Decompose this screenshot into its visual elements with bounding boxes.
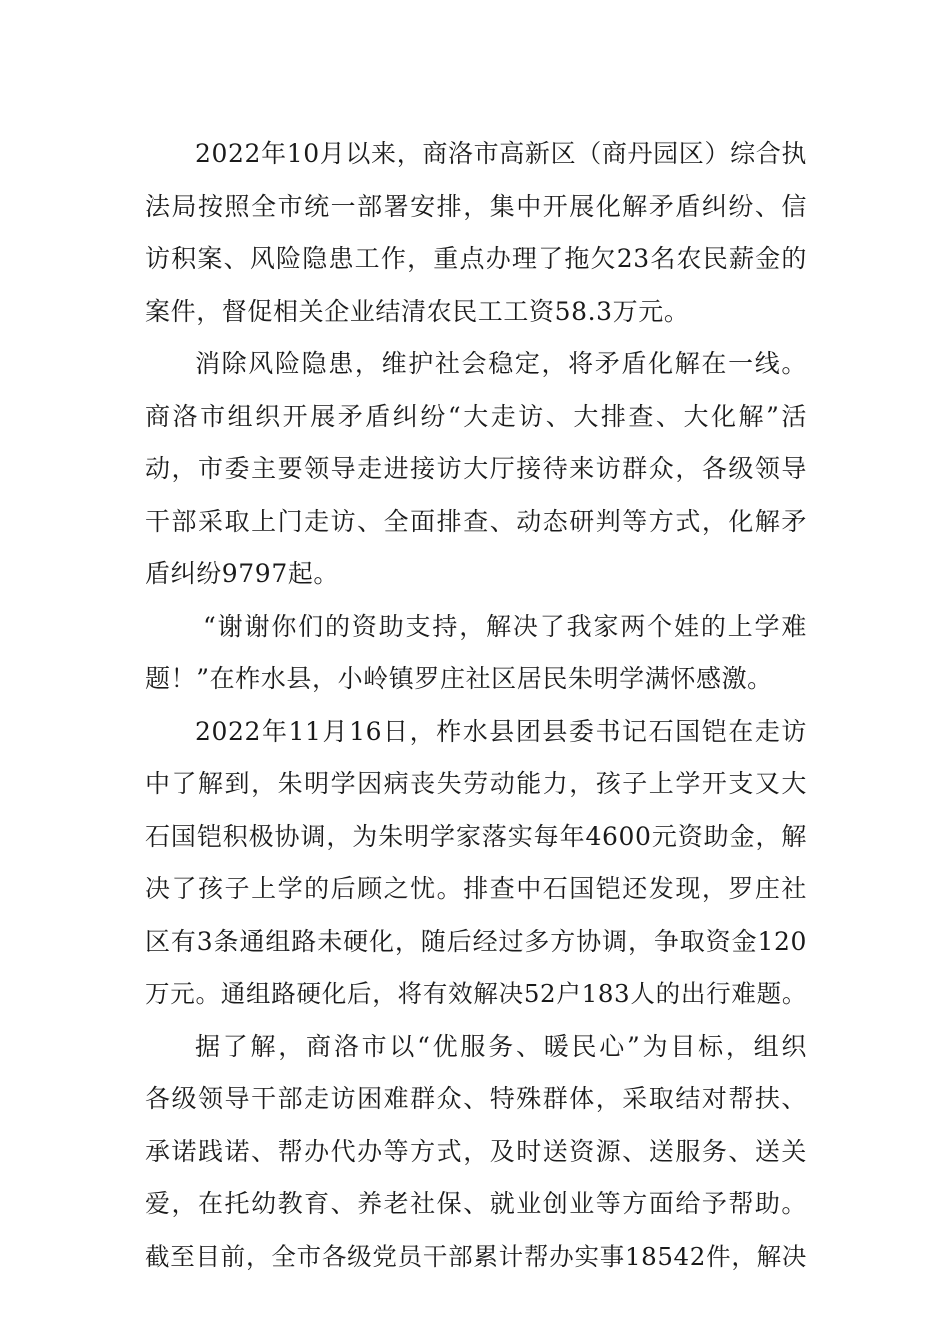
text-line: 区有3条通组路未硬化，随后经过多方协调，争取资金120 — [145, 926, 807, 956]
text-line: 商洛市组织开展矛盾纠纷“大走访、大排查、大化解”活 — [145, 401, 807, 431]
text-line: 中了解到，朱明学因病丧失劳动能力，孩子上学开支又大 — [145, 769, 807, 798]
text-line: 题！”在柞水县，小岭镇罗庄社区居民朱明学满怀感激。 — [145, 664, 773, 693]
text-line: 消除风险隐患，维护社会稳定，将矛盾化解在一线。 — [195, 349, 807, 378]
text-line: 访积案、风险隐患工作，重点办理了拖欠23名农民薪金的 — [145, 244, 807, 273]
text-line: 截至目前，全市各级党员干部累计帮办实事18542件，解决 — [145, 1241, 807, 1271]
text-line: 各级领导干部走访困难群众、特殊群体，采取结对帮扶、 — [145, 1084, 807, 1113]
text-line: 盾纠纷9797起。 — [145, 559, 340, 588]
text-line: 爱，在托幼教育、养老社保、就业创业等方面给予帮助。 — [145, 1189, 807, 1218]
text-line: 动，市委主要领导走进接访大厅接待来访群众，各级领导 — [145, 454, 807, 483]
text-line: 2022年11月16日，柞水县团县委书记石国铠在走访 — [195, 716, 807, 746]
text-line: 决了孩子上学的后顾之忧。排查中石国铠还发现，罗庄社 — [145, 874, 807, 903]
text-line: 据了解，商洛市以“优服务、暖民心”为目标，组织 — [195, 1031, 807, 1061]
text-line: 石国铠积极协调，为朱明学家落实每年4600元资助金，解 — [145, 821, 807, 851]
text-line: “谢谢你们的资助支持，解决了我家两个娃的上学难 — [203, 611, 807, 641]
text-line: 万元。通组路硬化后，将有效解决52户183人的出行难题。 — [145, 979, 807, 1008]
text-line: 2022年10月以来，商洛市高新区（商丹园区）综合执 — [195, 139, 807, 168]
text-line: 法局按照全市统一部署安排，集中开展化解矛盾纠纷、信 — [145, 191, 807, 221]
document-body — [145, 128, 807, 1283]
text-line: 承诺践诺、帮办代办等方式，及时送资源、送服务、送关 — [145, 1136, 807, 1166]
text-line: 案件，督促相关企业结清农民工工资58.3万元。 — [145, 296, 690, 326]
text-line: 干部采取上门走访、全面排查、动态研判等方式，化解矛 — [145, 506, 807, 536]
